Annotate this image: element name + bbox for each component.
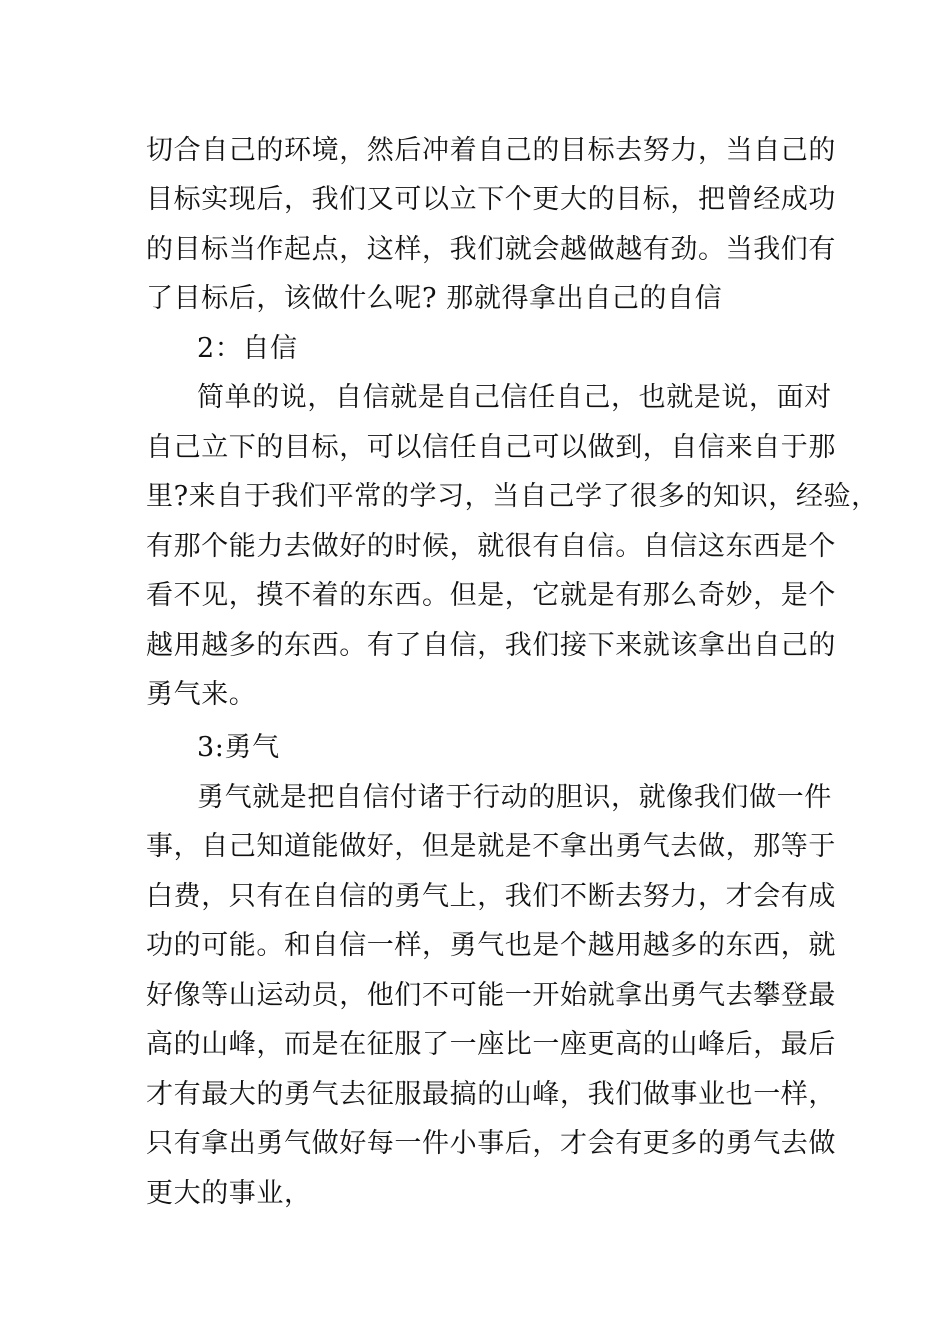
paragraph-line: 简单的说，自信就是自己信任自己，也就是说，面对 [197, 382, 832, 413]
paragraph-line: 勇气就是把自信付诸于行动的胆识，就像我们做一件 [197, 782, 832, 813]
paragraph-line: 好像等山运动员，他们不可能一开始就拿出勇气去攀登最 [146, 980, 836, 1011]
paragraph-line: 看不见，摸不着的东西。但是，它就是有那么奇妙，是个 [146, 580, 836, 611]
paragraph-line: 事，自己知道能做好，但是就是不拿出勇气去做，那等于 [146, 831, 836, 862]
paragraph-line: 更大的事业， [146, 1178, 312, 1209]
paragraph-line: 里?来自于我们平常的学习，当自己学了很多的知识，经验， [146, 481, 879, 512]
paragraph-line: 的目标当作起点，这样，我们就会越做越有劲。当我们有 [146, 234, 836, 265]
paragraph-line: 只有拿出勇气做好每一件小事后，才会有更多的勇气去做 [146, 1128, 836, 1159]
paragraph-line: 目标实现后，我们又可以立下个更大的目标，把曾经成功 [146, 184, 836, 215]
paragraph-line: 了目标后，该做什么呢? 那就得拿出自己的自信 [146, 283, 723, 314]
paragraph-line: 功的可能。和自信一样，勇气也是个越用越多的东西，就 [146, 930, 836, 961]
paragraph-line: 自己立下的目标，可以信任自己可以做到，自信来自于那 [146, 432, 836, 463]
paragraph-line: 才有最大的勇气去征服最搞的山峰，我们做事业也一样， [146, 1079, 836, 1110]
section-heading-confidence: 2：自信 [197, 333, 298, 364]
paragraph-line: 越用越多的东西。有了自信，我们接下来就该拿出自己的 [146, 630, 836, 661]
paragraph-line: 切合自己的环境，然后冲着自己的目标去努力，当自己的 [146, 135, 836, 166]
paragraph-line: 白费，只有在自信的勇气上，我们不断去努力，才会有成 [146, 881, 836, 912]
paragraph-line: 高的山峰，而是在征服了一座比一座更高的山峰后，最后 [146, 1029, 836, 1060]
paragraph-line: 有那个能力去做好的时候，就很有自信。自信这东西是个 [146, 531, 836, 562]
paragraph-line: 勇气来。 [146, 679, 257, 710]
section-heading-courage: 3:勇气 [197, 732, 280, 763]
